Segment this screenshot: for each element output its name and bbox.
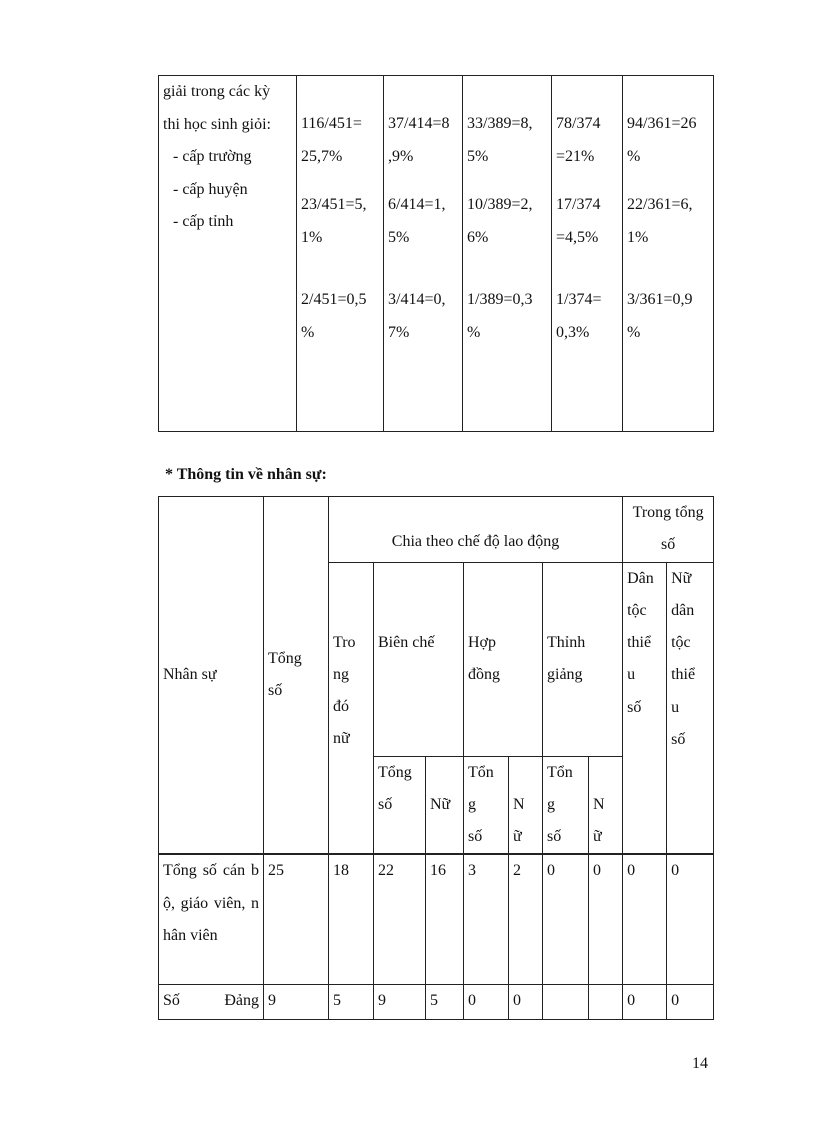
row-label-value: Số Đảng	[163, 991, 259, 1009]
year-column-cell	[384, 76, 463, 432]
header-text: Tổng	[378, 763, 412, 781]
cell-value: 0	[667, 854, 714, 984]
header-text: u	[627, 666, 636, 684]
cell-text: ,9%	[388, 147, 414, 165]
cell-value: 0	[543, 854, 589, 984]
header-text: ữ	[593, 827, 602, 845]
cell-value: 5	[426, 984, 464, 1019]
cell-text: 78/374	[556, 115, 601, 132]
header-text: g	[547, 795, 555, 813]
header-trong-do-nu	[329, 562, 374, 854]
cell-text: 22/361=6,	[627, 196, 693, 213]
header-text: tộc	[671, 634, 691, 652]
cell-text: 6/414=1,	[388, 196, 446, 213]
header-text: số	[660, 536, 676, 554]
row-label: Tổng số cán bộ, giáo viên, nhân viên	[159, 854, 264, 984]
section-heading: * Thông tin về nhân sự:	[165, 466, 327, 483]
cell-text: 33/389=8,	[467, 115, 533, 132]
cell-value: 0	[623, 984, 667, 1019]
header-text: ng	[333, 665, 349, 683]
cell-text: 5%	[388, 228, 410, 246]
cell-value: 2	[509, 854, 543, 984]
header-nu-dan-toc	[667, 562, 714, 854]
cell-value: 0	[464, 984, 509, 1019]
header-text: g	[468, 795, 476, 813]
header-text: u	[671, 698, 680, 716]
header-chia-theo	[329, 497, 623, 563]
table-row	[159, 854, 714, 984]
header-dan-toc	[623, 562, 667, 854]
header-hd-nu	[509, 756, 543, 854]
header-text: Chia theo chế độ lao động	[391, 533, 560, 551]
label-line: - cấp tỉnh	[173, 213, 234, 230]
cell-text: %	[627, 147, 641, 165]
student-awards-table	[158, 75, 714, 432]
header-text: tộc	[627, 601, 647, 619]
cell-text: 25,7%	[301, 147, 343, 165]
cell-text: 0,3%	[556, 323, 590, 341]
header-text: Nữ	[671, 569, 692, 587]
year-column-cell	[297, 76, 384, 432]
cell-text: 3/361=0,9	[627, 291, 693, 308]
header-bien-che	[374, 562, 464, 756]
header-tg-tong	[543, 756, 589, 854]
label-line: giải trong các kỳ	[163, 83, 271, 100]
personnel-table	[158, 496, 714, 1020]
header-hd-tong	[464, 756, 509, 854]
cell-text: 1/374=	[556, 291, 602, 308]
header-text: Tổng	[268, 649, 302, 667]
cell-value: 0	[667, 984, 714, 1019]
header-text: Nữ	[430, 795, 451, 813]
cell-value: 22	[374, 854, 426, 984]
cell-text: =4,5%	[556, 228, 599, 246]
cell-text: 116/451=	[301, 115, 362, 132]
header-text: dân	[671, 601, 695, 619]
header-tong-so	[264, 497, 329, 855]
cell-value: 18	[329, 854, 374, 984]
cell-text: 2/451=0,5	[301, 291, 367, 308]
header-text: giảng	[547, 665, 583, 683]
header-text: đó	[333, 698, 349, 716]
header-text: ữ	[513, 827, 522, 845]
label-line: - cấp trường	[173, 148, 252, 165]
header-text: nữ	[333, 730, 350, 748]
header-text: thiể	[627, 634, 652, 652]
cell-value: 5	[329, 984, 374, 1019]
header-text: N	[513, 795, 525, 813]
header-text: Thỉnh	[547, 633, 586, 651]
cell-text: %	[467, 323, 481, 341]
cell-text: =21%	[556, 147, 595, 165]
awards-label-cell	[159, 76, 297, 432]
year-column-cell	[552, 76, 623, 432]
header-text: đồng	[468, 665, 500, 683]
cell-text: 1%	[627, 228, 649, 246]
cell-text: 1%	[301, 228, 323, 246]
cell-value	[543, 984, 589, 1019]
header-text: Nhân sự	[163, 666, 217, 684]
header-text: N	[593, 795, 605, 813]
cell-text: 23/451=5,	[301, 196, 367, 213]
year-column-cell	[463, 76, 552, 432]
header-hop-dong	[464, 562, 543, 756]
header-text: số	[627, 698, 642, 716]
header-thinh-giang	[543, 562, 623, 756]
row-label-text	[163, 985, 259, 1017]
cell-value: 3	[464, 854, 509, 984]
row-label	[159, 984, 264, 1019]
header-text: Trong tổng	[632, 504, 704, 521]
header-text: số	[671, 731, 686, 749]
cell-text: 1/389=0,3	[467, 291, 533, 308]
cell-text: 3/414=0,	[388, 291, 446, 308]
cell-text: %	[627, 323, 641, 341]
cell-text: 7%	[388, 323, 410, 341]
header-text: số	[468, 828, 483, 846]
header-text: Dân	[627, 569, 654, 587]
cell-value: 9	[264, 984, 329, 1019]
cell-text: 94/361=26	[627, 115, 697, 132]
header-tg-nu	[589, 756, 623, 854]
cell-text: %	[301, 323, 315, 341]
header-bc-nu	[426, 756, 464, 854]
cell-value: 0	[589, 854, 623, 984]
page-number: 14	[692, 1055, 708, 1072]
header-nhan-su	[159, 497, 264, 855]
header-bc-tong	[374, 756, 426, 854]
header-text: Tro	[333, 633, 356, 651]
cell-value: 9	[374, 984, 426, 1019]
cell-value: 16	[426, 854, 464, 984]
header-trong-tong-so	[623, 497, 714, 563]
cell-value	[589, 984, 623, 1019]
header-text: số	[268, 682, 283, 700]
cell-text: 6%	[467, 228, 489, 246]
cell-text: 10/389=2,	[467, 196, 533, 213]
year-column-cell	[623, 76, 714, 432]
cell-text: 37/414=8	[388, 115, 450, 132]
cell-text: 17/374	[556, 196, 601, 213]
cell-text: 5%	[467, 147, 489, 165]
header-text: thiể	[671, 666, 696, 684]
table-row	[159, 984, 714, 1019]
header-text: số	[378, 795, 393, 813]
header-text: Tổn	[468, 763, 494, 781]
header-text: Tổn	[547, 763, 573, 781]
label-line: thi học sinh giỏi:	[163, 115, 271, 133]
cell-value: 25	[264, 854, 329, 984]
cell-value: 0	[509, 984, 543, 1019]
header-text: Hợp	[468, 633, 497, 651]
label-line: - cấp huyện	[173, 180, 248, 198]
header-text: số	[547, 828, 562, 846]
cell-value: 0	[623, 854, 667, 984]
header-text: Biên chế	[378, 633, 435, 651]
